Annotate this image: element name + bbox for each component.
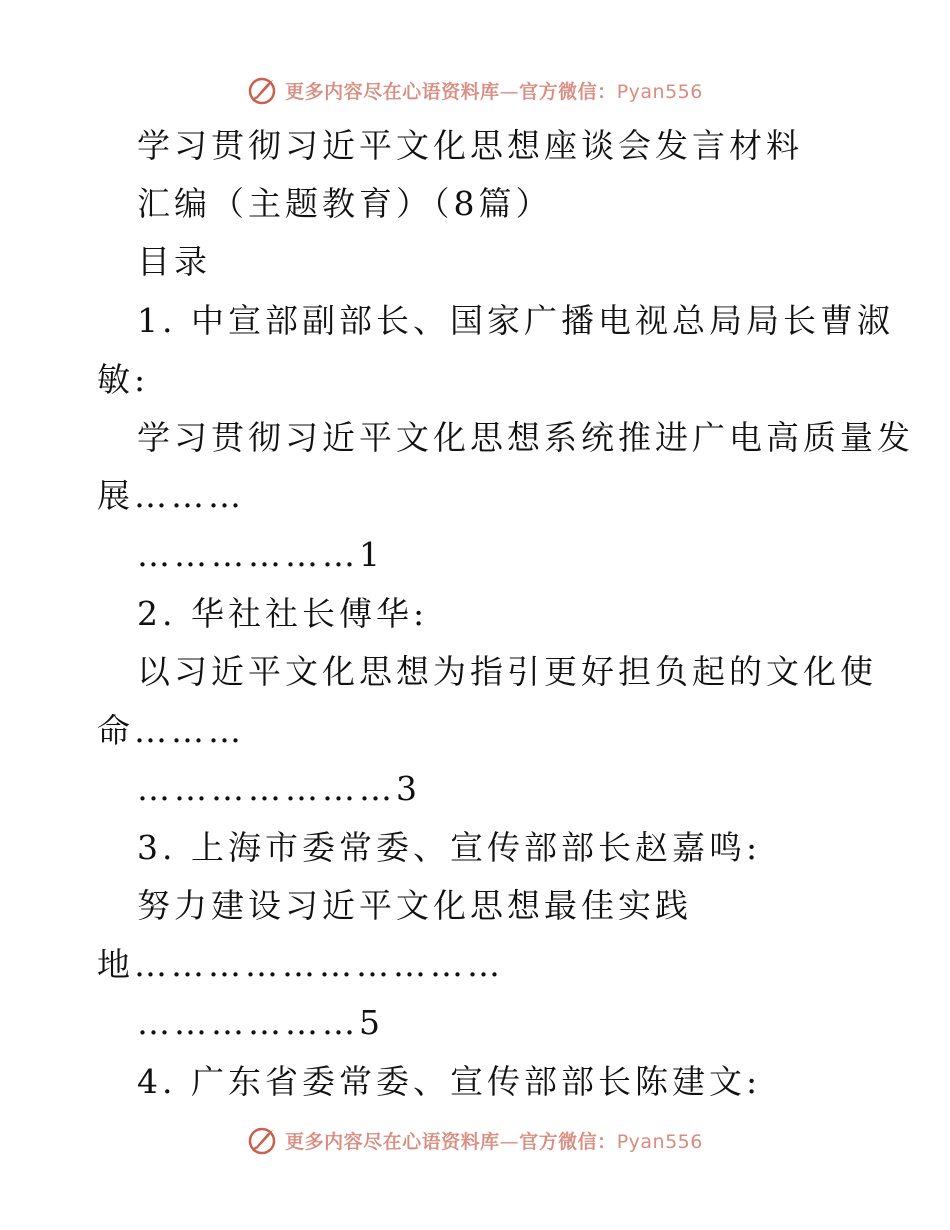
toc-entry-3-page: ………………5	[137, 1003, 384, 1042]
toc-entry-3-heading: 3. 上海市委常委、宣传部部长赵嘉鸣:	[137, 828, 762, 867]
toc-entry-3-title-cont: 地…………………………	[97, 945, 504, 984]
toc-entry-3-title: 努力建设习近平文化思想最佳实践	[137, 886, 692, 925]
quill-pen-logo-icon	[247, 74, 279, 106]
toc-entry-1-title-cont: 展………	[97, 476, 245, 515]
document-title-line-1: 学习贯彻习近平文化思想座谈会发言材料	[137, 126, 803, 165]
toc-heading: 目录	[137, 242, 211, 281]
toc-entry-2-page: …………………3	[137, 769, 421, 808]
toc-entry-2-heading: 2. 华社社长傅华:	[137, 594, 429, 633]
quill-pen-logo-icon	[247, 1124, 279, 1156]
watermark-banner-bottom	[0, 1120, 950, 1160]
watermark-text: 更多内容尽在心语资料库—官方微信：Pyan556	[285, 1130, 703, 1153]
toc-entry-4-heading: 4. 广东省委常委、宣传部部长陈建文:	[137, 1062, 762, 1101]
watermark-text: 更多内容尽在心语资料库—官方微信：Pyan556	[285, 80, 703, 103]
toc-entry-1-heading-cont: 敏:	[97, 360, 150, 399]
toc-entry-1-page: ………………1	[137, 535, 384, 574]
toc-entry-1-title: 学习贯彻习近平文化思想系统推进广电高质量发	[137, 418, 914, 457]
toc-entry-2-title-cont: 命………	[97, 711, 245, 750]
toc-entry-1-heading: 1. 中宣部副部长、国家广播电视总局局长曹淑	[137, 301, 894, 340]
toc-entry-2-title: 以习近平文化思想为指引更好担负起的文化使	[137, 652, 877, 691]
document-title-line-2: 汇编（主题教育）（8篇）	[137, 184, 553, 223]
watermark-banner-top	[0, 70, 950, 110]
